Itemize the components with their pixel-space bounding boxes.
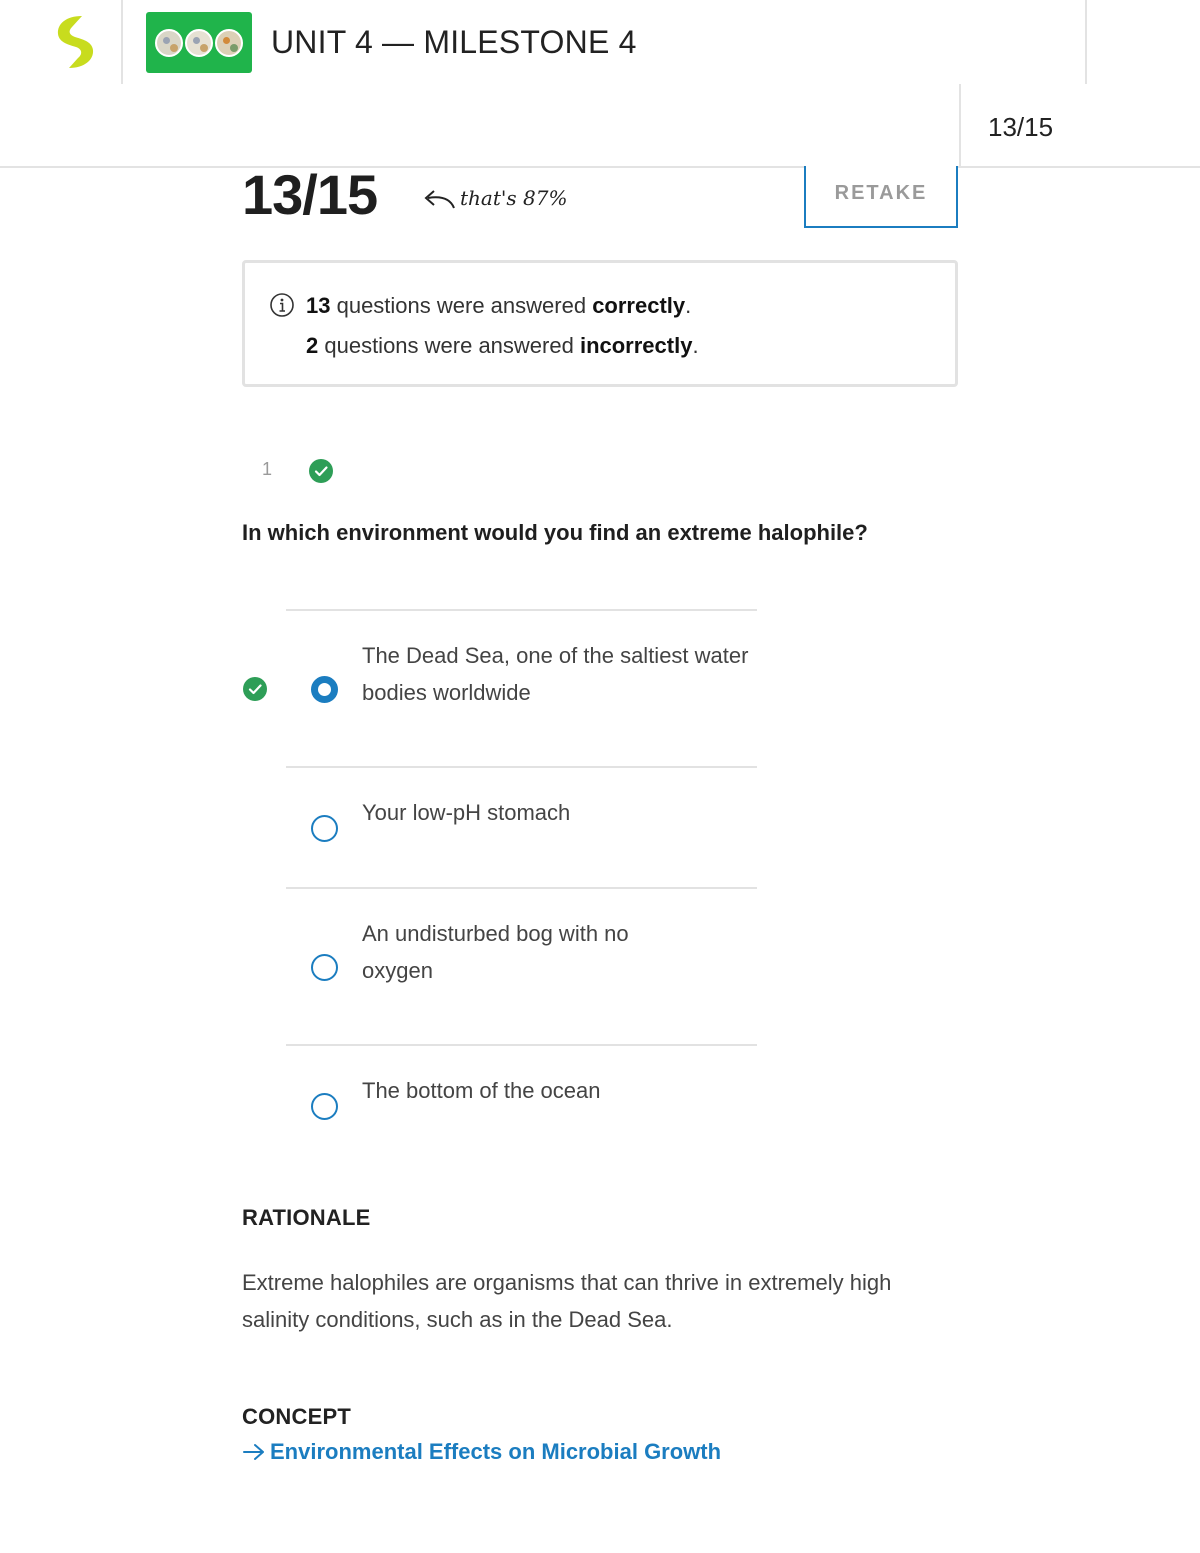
rationale-text: Extreme halophiles are organisms that can thrive in extremely high salinity conditions, such as in the Dead Sea. — [242, 1270, 892, 1332]
question-text: In which environment would you find an extreme halophile? — [242, 520, 868, 545]
radio-button-option-2[interactable] — [311, 815, 338, 842]
question-number: 1 — [262, 459, 273, 479]
milestone-badge-icon — [146, 12, 252, 73]
score-value: 13/15 — [242, 163, 378, 226]
correct-summary-text: questions were answered — [330, 293, 593, 318]
option-divider — [286, 887, 757, 889]
option-divider — [286, 609, 757, 611]
option-divider — [286, 1044, 757, 1046]
badge-circle-icon — [185, 29, 213, 57]
option-label[interactable]: The Dead Sea, one of the saltiest water bodies worldwide — [362, 643, 749, 705]
summary-period: . — [685, 293, 692, 318]
header-divider — [959, 84, 961, 168]
correct-answer-check-icon — [242, 676, 268, 702]
correct-summary — [306, 293, 691, 319]
header-score: 13/15 — [988, 112, 1054, 142]
correct-count: 13 — [306, 293, 331, 318]
correct-word: correctly — [592, 293, 686, 318]
badge-circle-icon — [215, 29, 243, 57]
concept-link[interactable] — [242, 1439, 721, 1465]
incorrect-summary-text: questions were answered — [318, 333, 580, 358]
retake-button[interactable]: RETAKE — [804, 166, 958, 228]
radio-button-option-3[interactable] — [311, 954, 338, 981]
check-circle-icon — [308, 458, 334, 484]
info-icon — [269, 292, 295, 318]
radio-button-option-1[interactable] — [311, 676, 338, 703]
header-bottom-border — [0, 166, 1200, 168]
percent-note: that's 87% — [460, 186, 568, 210]
option-label[interactable]: An undisturbed bog with no oxygen — [362, 921, 629, 983]
sophia-logo-icon[interactable] — [52, 14, 98, 70]
page-title: UNIT 4 — MILESTONE 4 — [271, 24, 637, 60]
badge-circle-icon — [155, 29, 183, 57]
header-divider — [121, 0, 123, 84]
incorrect-word: incorrectly — [579, 333, 693, 358]
summary-period: . — [692, 333, 699, 358]
radio-button-option-4[interactable] — [311, 1093, 338, 1120]
incorrect-summary — [306, 333, 699, 359]
option-label[interactable]: The bottom of the ocean — [362, 1078, 601, 1103]
results-summary — [242, 260, 958, 387]
arrow-left-icon — [422, 188, 456, 214]
concept-heading: CONCEPT — [242, 1404, 351, 1429]
option-label[interactable]: Your low-pH stomach — [362, 800, 571, 825]
option-divider — [286, 766, 757, 768]
incorrect-count: 2 — [306, 333, 319, 358]
rationale-heading: RATIONALE — [242, 1205, 371, 1230]
header-divider — [1085, 0, 1087, 84]
concept-link-text[interactable]: Environmental Effects on Microbial Growth — [270, 1439, 722, 1464]
arrow-right-icon — [242, 1442, 266, 1462]
